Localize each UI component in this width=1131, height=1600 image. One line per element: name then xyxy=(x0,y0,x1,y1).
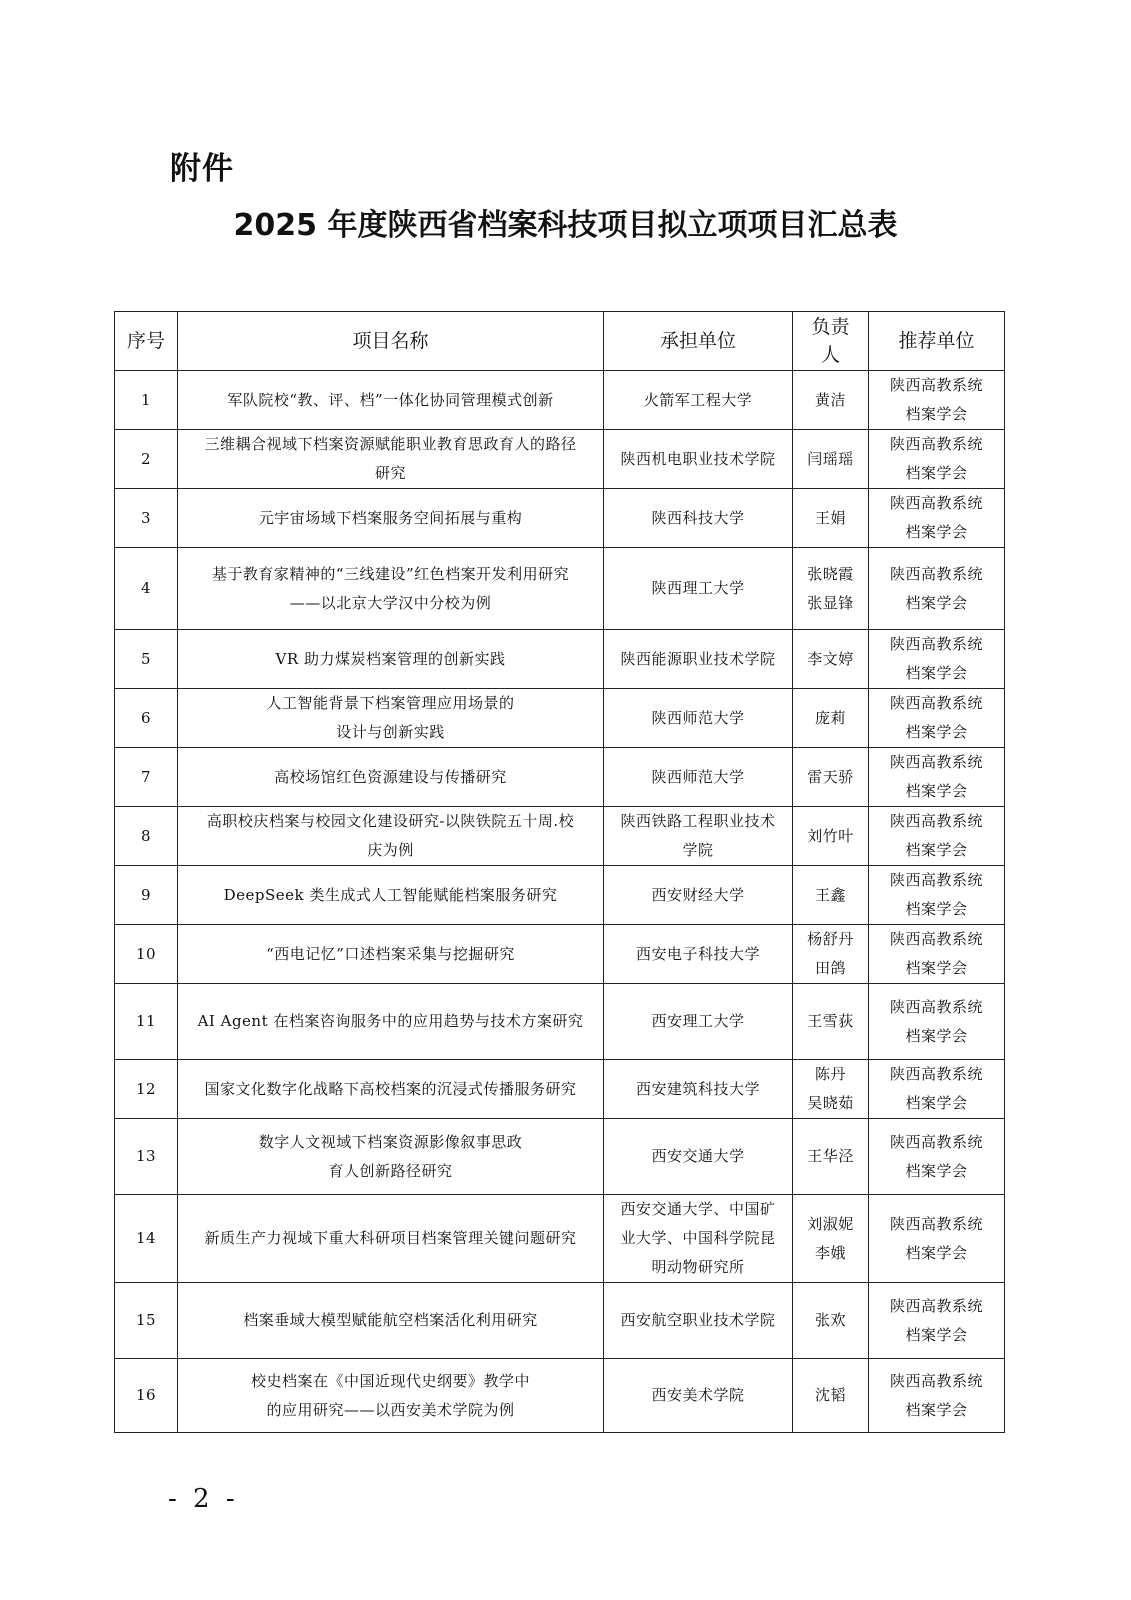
cell-leader-line: 张晓霞 xyxy=(807,564,854,583)
cell-project-name-line: 人工智能背景下档案管理应用场景的 xyxy=(266,694,515,712)
cell-leader xyxy=(793,984,869,1060)
cell-project-name-line: 新质生产力视域下重大科研项目档案管理关键问题研究 xyxy=(204,1229,577,1247)
cell-unit-line: 陕西师范大学 xyxy=(651,708,745,727)
cell-leader-line: 李娥 xyxy=(814,1243,846,1262)
cell-recommender xyxy=(869,430,1005,489)
cell-leader xyxy=(793,489,869,548)
cell-unit-line: 西安交通大学、中国矿 xyxy=(620,1200,776,1218)
cell-unit xyxy=(604,1195,793,1283)
cell-project-name xyxy=(178,1195,604,1283)
cell-no: 5 xyxy=(115,630,178,689)
cell-unit-line: 西安电子科技大学 xyxy=(635,944,760,963)
table-row xyxy=(115,866,1005,925)
cell-recommender-line: 档案学会 xyxy=(905,1026,968,1045)
cell-no: 2 xyxy=(115,430,178,489)
cell-leader xyxy=(793,807,869,866)
cell-recommender-line: 档案学会 xyxy=(905,782,968,800)
cell-project-name-line: 军队院校“教、评、档”一体化协同管理模式创新 xyxy=(227,390,554,409)
cell-project-name xyxy=(178,630,604,689)
cell-unit-line: 陕西理工大学 xyxy=(651,579,745,597)
cell-project-name-line: 的应用研究——以西安美术学院为例 xyxy=(266,1400,515,1419)
cell-project-name xyxy=(178,866,604,925)
cell-no: 15 xyxy=(115,1283,178,1359)
table-row xyxy=(115,1195,1005,1283)
cell-unit xyxy=(604,489,793,548)
cell-leader-line: 王雪荻 xyxy=(807,1012,854,1030)
cell-recommender-line: 陕西高教系统 xyxy=(889,1296,983,1315)
cell-leader xyxy=(793,1359,869,1433)
cell-unit xyxy=(604,630,793,689)
table-row xyxy=(115,984,1005,1060)
cell-no: 6 xyxy=(115,689,178,748)
cell-project-name-line: 庆为例 xyxy=(367,841,414,859)
cell-unit xyxy=(604,371,793,430)
cell-project-name xyxy=(178,489,604,548)
table-row xyxy=(115,548,1005,630)
cell-leader-line: 雷天骄 xyxy=(807,767,854,786)
cell-recommender xyxy=(869,1195,1005,1283)
cell-project-name-line: “西电记忆”口述档案采集与挖掘研究 xyxy=(266,944,515,963)
cell-leader xyxy=(793,1119,869,1195)
cell-project-name xyxy=(178,1060,604,1119)
cell-project-name xyxy=(178,984,604,1060)
table-row xyxy=(115,430,1005,489)
cell-leader-line: 庞莉 xyxy=(814,708,846,727)
cell-recommender-line: 陕西高教系统 xyxy=(889,871,983,889)
cell-unit xyxy=(604,925,793,984)
cell-recommender-line: 档案学会 xyxy=(905,900,968,918)
cell-leader-line: 张欢 xyxy=(814,1311,846,1329)
cell-recommender-line: 档案学会 xyxy=(905,405,968,423)
cell-project-name-line: 三维耦合视域下档案资源赋能职业教育思政育人的路径 xyxy=(204,435,577,453)
cell-project-name-line: 育人创新路径研究 xyxy=(328,1161,453,1180)
table-row xyxy=(115,1119,1005,1195)
cell-recommender-line: 档案学会 xyxy=(905,464,968,482)
cell-project-name xyxy=(178,1119,604,1195)
cell-no: 13 xyxy=(115,1119,178,1195)
cell-unit xyxy=(604,866,793,925)
cell-project-name-line: 数字人文视域下档案资源影像叙事思政 xyxy=(258,1132,523,1151)
document-title: 2025 年度陕西省档案科技项目拟立项项目汇总表 xyxy=(233,208,898,243)
cell-leader-line: 吴晓茹 xyxy=(807,1094,854,1112)
cell-recommender-line: 陕西高教系统 xyxy=(889,694,983,712)
cell-leader-line: 刘淑妮 xyxy=(807,1214,854,1233)
cell-recommender xyxy=(869,371,1005,430)
cell-unit-line: 业大学、中国科学院昆 xyxy=(620,1229,776,1247)
cell-no: 3 xyxy=(115,489,178,548)
table-header-row xyxy=(115,312,1005,371)
cell-recommender xyxy=(869,1359,1005,1433)
cell-project-name xyxy=(178,548,604,630)
cell-unit-line: 学院 xyxy=(682,841,714,859)
cell-recommender-line: 陕西高教系统 xyxy=(889,494,983,512)
cell-project-name-line: 校史档案在《中国近现代史纲要》教学中 xyxy=(250,1371,530,1390)
cell-leader-line: 王娟 xyxy=(814,508,846,527)
cell-project-name-line: 设计与创新实践 xyxy=(336,723,445,741)
cell-recommender xyxy=(869,630,1005,689)
project-table xyxy=(114,311,1005,1433)
cell-recommender-line: 档案学会 xyxy=(905,1161,968,1180)
cell-recommender xyxy=(869,689,1005,748)
cell-unit-line: 西安财经大学 xyxy=(651,885,745,904)
cell-recommender-line: 陕西高教系统 xyxy=(889,564,983,583)
cell-leader-line: 王华泾 xyxy=(807,1147,854,1165)
cell-recommender-line: 档案学会 xyxy=(905,723,968,741)
table-row xyxy=(115,689,1005,748)
page-number: - 2 - xyxy=(168,1484,239,1514)
cell-leader xyxy=(793,689,869,748)
cell-recommender-line: 陕西高教系统 xyxy=(889,635,983,653)
cell-recommender-line: 档案学会 xyxy=(905,1094,968,1112)
cell-leader-line: 刘竹叶 xyxy=(807,826,854,845)
cell-project-name-line: 元宇宙场域下档案服务空间拓展与重构 xyxy=(258,508,523,527)
cell-leader xyxy=(793,371,869,430)
cell-unit-line: 陕西师范大学 xyxy=(651,767,745,786)
cell-unit xyxy=(604,1283,793,1359)
table-row xyxy=(115,630,1005,689)
cell-recommender-line: 陕西高教系统 xyxy=(889,1371,983,1390)
cell-no: 10 xyxy=(115,925,178,984)
table-row xyxy=(115,807,1005,866)
table-row xyxy=(115,1359,1005,1433)
cell-project-name xyxy=(178,925,604,984)
cell-unit-line: 火箭军工程大学 xyxy=(643,390,753,409)
cell-leader xyxy=(793,866,869,925)
cell-leader xyxy=(793,630,869,689)
cell-recommender-line: 档案学会 xyxy=(905,841,968,859)
table-row xyxy=(115,489,1005,548)
cell-unit xyxy=(604,1060,793,1119)
cell-recommender xyxy=(869,925,1005,984)
cell-project-name-line: ——以北京大学汉中分校为例 xyxy=(289,593,492,612)
header-no: 序号 xyxy=(115,312,178,371)
cell-project-name xyxy=(178,807,604,866)
table-row xyxy=(115,1060,1005,1119)
cell-recommender xyxy=(869,866,1005,925)
header-leader-line: 人 xyxy=(820,344,840,366)
cell-recommender xyxy=(869,807,1005,866)
cell-recommender-line: 档案学会 xyxy=(905,593,968,612)
cell-unit xyxy=(604,689,793,748)
table-row xyxy=(115,925,1005,984)
cell-unit-line: 陕西能源职业技术学院 xyxy=(620,649,776,668)
cell-leader-line: 杨舒丹 xyxy=(807,930,854,948)
cell-unit xyxy=(604,1359,793,1433)
cell-unit-line: 明动物研究所 xyxy=(651,1258,745,1276)
cell-unit-line: 西安理工大学 xyxy=(651,1012,745,1030)
cell-recommender xyxy=(869,748,1005,807)
cell-unit-line: 陕西机电职业技术学院 xyxy=(620,449,776,468)
cell-leader xyxy=(793,1060,869,1119)
cell-project-name xyxy=(178,689,604,748)
cell-recommender-line: 档案学会 xyxy=(905,959,968,977)
cell-project-name-line: 研究 xyxy=(374,464,406,482)
cell-recommender-line: 陕西高教系统 xyxy=(889,997,983,1016)
header-recommender: 推荐单位 xyxy=(869,312,1005,371)
cell-unit-line: 西安美术学院 xyxy=(651,1386,745,1404)
cell-leader xyxy=(793,1283,869,1359)
cell-unit xyxy=(604,1119,793,1195)
cell-unit-line: 陕西铁路工程职业技术 xyxy=(620,812,776,830)
cell-recommender xyxy=(869,1283,1005,1359)
cell-leader xyxy=(793,430,869,489)
cell-recommender xyxy=(869,1060,1005,1119)
cell-leader-line: 张显锋 xyxy=(807,593,854,612)
cell-recommender-line: 陕西高教系统 xyxy=(889,1065,983,1083)
cell-project-name-line: VR 助力煤炭档案管理的创新实践 xyxy=(275,649,506,668)
table-row xyxy=(115,371,1005,430)
cell-project-name xyxy=(178,430,604,489)
cell-leader xyxy=(793,548,869,630)
cell-leader-line: 沈韬 xyxy=(814,1386,846,1404)
cell-unit xyxy=(604,548,793,630)
cell-recommender-line: 档案学会 xyxy=(905,1400,968,1419)
cell-no: 4 xyxy=(115,548,178,630)
cell-unit xyxy=(604,807,793,866)
cell-recommender-line: 陕西高教系统 xyxy=(889,1132,983,1151)
cell-unit xyxy=(604,984,793,1060)
cell-recommender-line: 档案学会 xyxy=(905,523,968,541)
cell-project-name-line: 高职校庆档案与校园文化建设研究-以陕铁院五十周.校 xyxy=(206,812,575,830)
cell-no: 8 xyxy=(115,807,178,866)
cell-unit-line: 陕西科技大学 xyxy=(651,508,745,527)
attachment-label: 附件 xyxy=(170,151,234,187)
cell-recommender-line: 陕西高教系统 xyxy=(889,435,983,453)
header-project-name: 项目名称 xyxy=(178,312,604,371)
cell-project-name xyxy=(178,748,604,807)
cell-leader-line: 闫瑶瑶 xyxy=(807,449,854,468)
cell-leader xyxy=(793,748,869,807)
cell-no: 14 xyxy=(115,1195,178,1283)
table-row xyxy=(115,1283,1005,1359)
cell-no: 16 xyxy=(115,1359,178,1433)
cell-project-name xyxy=(178,1359,604,1433)
cell-project-name-line: 高校场馆红色资源建设与传播研究 xyxy=(274,767,507,786)
cell-project-name xyxy=(178,371,604,430)
cell-recommender-line: 陕西高教系统 xyxy=(889,930,983,948)
cell-no: 7 xyxy=(115,748,178,807)
header-leader-line: 负责 xyxy=(811,316,850,338)
cell-no: 12 xyxy=(115,1060,178,1119)
header-leader xyxy=(793,312,869,371)
header-unit: 承担单位 xyxy=(604,312,793,371)
cell-project-name-line: 基于教育家精神的“三线建设”红色档案开发利用研究 xyxy=(211,564,570,583)
table-body xyxy=(115,371,1005,1433)
cell-recommender xyxy=(869,984,1005,1060)
cell-project-name-line: DeepSeek 类生成式人工智能赋能档案服务研究 xyxy=(223,885,558,904)
cell-unit-line: 西安航空职业技术学院 xyxy=(620,1311,776,1329)
cell-no: 11 xyxy=(115,984,178,1060)
cell-unit xyxy=(604,748,793,807)
cell-leader-line: 李文婷 xyxy=(807,649,854,668)
cell-recommender-line: 陕西高教系统 xyxy=(889,753,983,771)
cell-project-name xyxy=(178,1283,604,1359)
cell-recommender xyxy=(869,1119,1005,1195)
cell-leader xyxy=(793,925,869,984)
cell-project-name-line: 国家文化数字化战略下高校档案的沉浸式传播服务研究 xyxy=(204,1079,577,1098)
cell-recommender-line: 陕西高教系统 xyxy=(889,812,983,830)
cell-leader xyxy=(793,1195,869,1283)
cell-recommender xyxy=(869,489,1005,548)
cell-recommender-line: 档案学会 xyxy=(905,1325,968,1344)
cell-project-name-line: 档案垂域大模型赋能航空档案活化利用研究 xyxy=(243,1311,538,1329)
cell-recommender-line: 档案学会 xyxy=(905,664,968,682)
cell-no: 1 xyxy=(115,371,178,430)
cell-recommender-line: 陕西高教系统 xyxy=(889,376,983,394)
cell-leader-line: 王鑫 xyxy=(814,885,846,904)
cell-recommender xyxy=(869,548,1005,630)
cell-no: 9 xyxy=(115,866,178,925)
cell-unit-line: 西安建筑科技大学 xyxy=(635,1079,760,1098)
cell-unit-line: 西安交通大学 xyxy=(651,1147,745,1165)
cell-unit xyxy=(604,430,793,489)
cell-leader-line: 黄洁 xyxy=(814,390,846,409)
cell-leader-line: 陈丹 xyxy=(814,1065,846,1083)
cell-leader-line: 田鸽 xyxy=(814,959,846,977)
table-row xyxy=(115,748,1005,807)
cell-recommender-line: 陕西高教系统 xyxy=(889,1214,983,1233)
cell-recommender-line: 档案学会 xyxy=(905,1243,968,1262)
cell-project-name-line: AI Agent 在档案咨询服务中的应用趋势与技术方案研究 xyxy=(197,1012,584,1030)
